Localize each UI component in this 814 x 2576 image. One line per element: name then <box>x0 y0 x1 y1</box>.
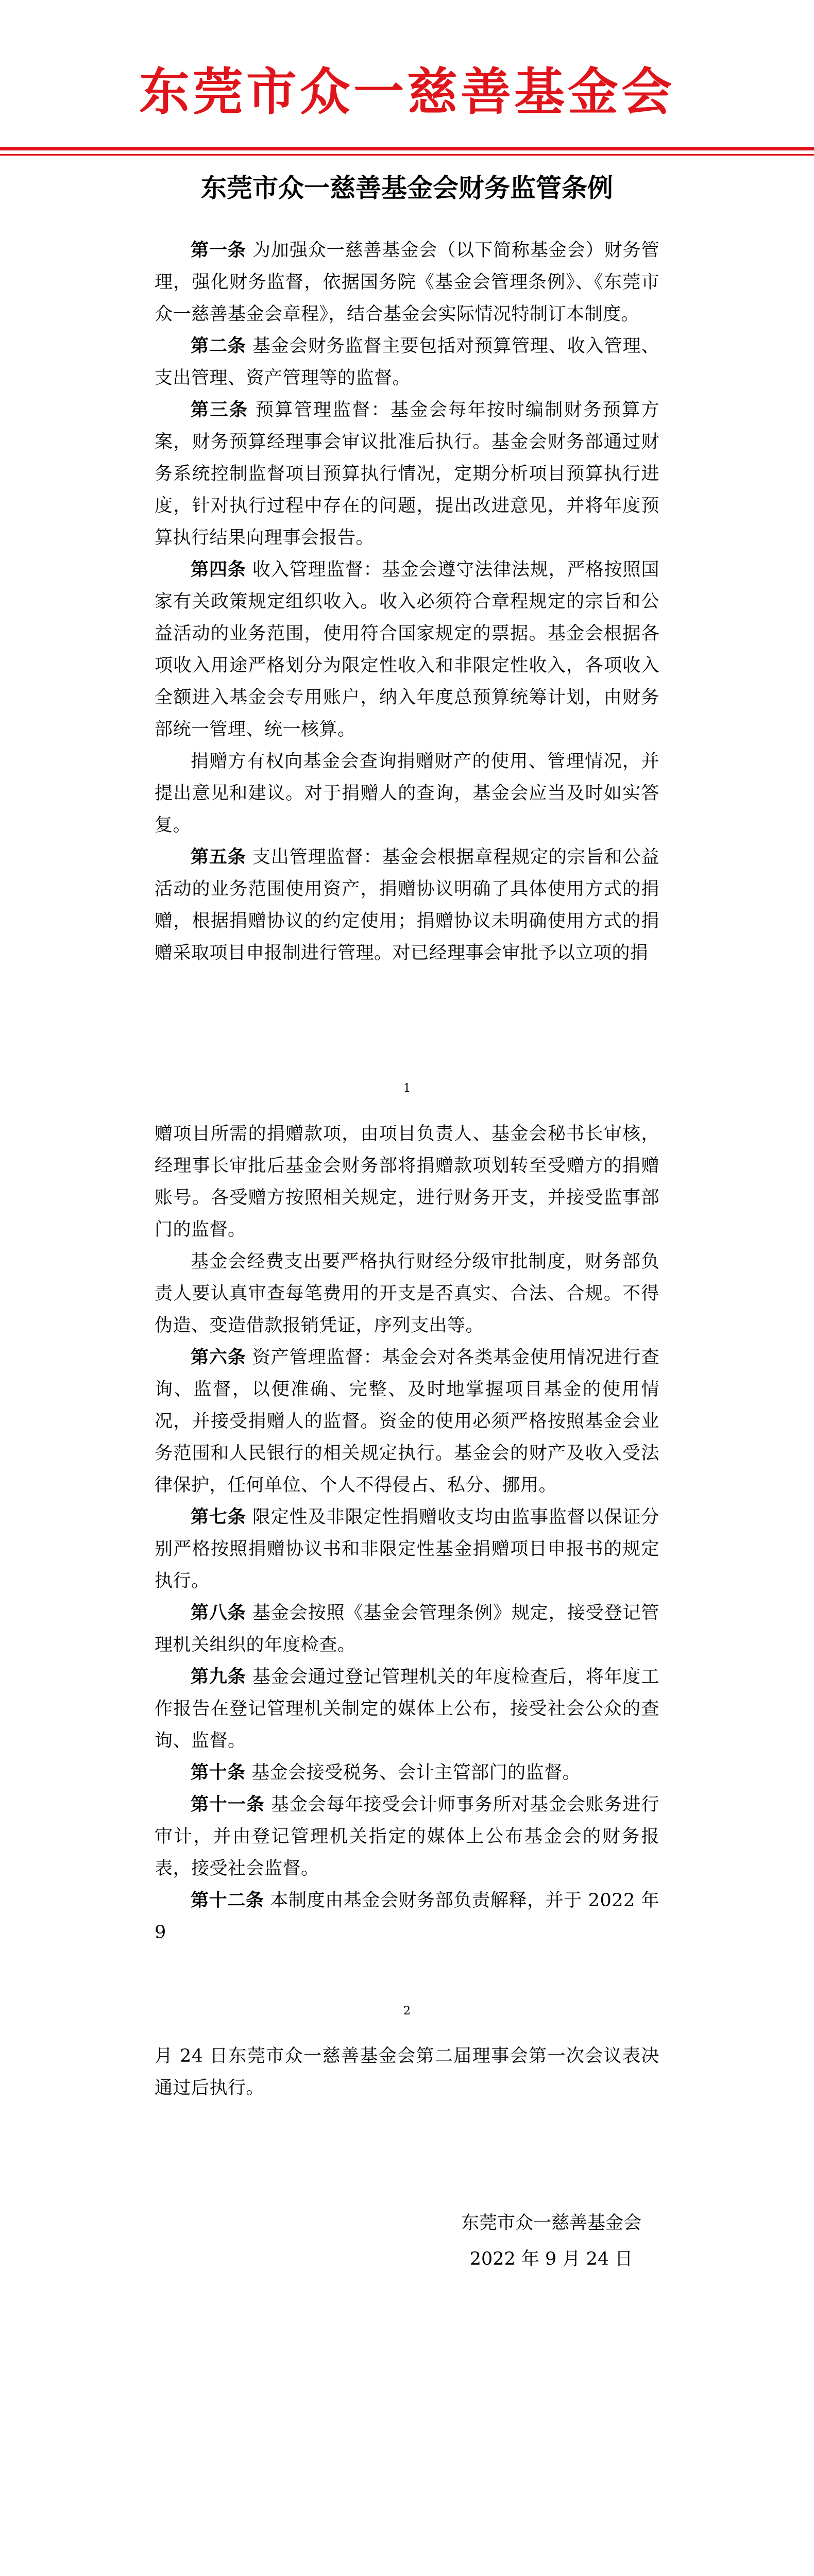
page-number-1: 1 <box>403 1082 411 1095</box>
page-number-2: 2 <box>403 2005 411 2018</box>
signature-org: 东莞市众一慈善基金会 <box>461 2213 641 2233</box>
article-5-cont: 赠项目所需的捐赠款项，由项目负责人、基金会秘书长审核，经理事长审批后基金会财务部将捐赠款项划转至受赠方的捐赠账号。各受赠方按照相关规定，进行财务开支，并接受监事部门的监督。 <box>155 1124 659 1240</box>
signature-date: 2022 年 9 月 24 日 <box>469 2249 633 2269</box>
signature-block <box>443 2205 659 2277</box>
article-8: 第八条 基金会按照《基金会管理条例》规定，接受登记管理机关组织的年度检查。 <box>155 1602 659 1655</box>
document-title: 东莞市众一慈善基金会财务监管条例 <box>201 173 613 203</box>
article-12-cont: 月 24 日东莞市众一慈善基金会第二届理事会第一次会议表决通过后执行。 <box>155 2046 659 2098</box>
article-12: 第十二条 本制度由基金会财务部负责解释，并于 2022 年 9 <box>155 1890 659 1943</box>
letterhead-rule-thick <box>0 147 814 150</box>
article-4: 第四条 收入管理监督：基金会遵守法律法规，严格按照国家有关政策规定组织收入。收入必须符合章程规定的宗旨和公益活动的业务范围，使用符合国家规定的票据。基金会根据各项收入用途严格划分为限定性收入和非限定性收入，各项收入全额进入基金会专用账户，纳入年度总预算统筹计划，由财务部统一管理、统一核算。 <box>155 559 659 740</box>
article-5-expense: 基金会经费支出要严格执行财经分级审批制度，财务部负责人要认真审查每笔费用的开支是否真实、合法、合规。不得伪造、变造借款报销凭证，序列支出等。 <box>155 1251 659 1336</box>
page-1-body <box>155 234 659 969</box>
article-9: 第九条 基金会通过登记管理机关的年度检查后，将年度工作报告在登记管理机关制定的媒体上公布，接受社会公众的查询、监督。 <box>155 1666 659 1751</box>
article-4-cont: 捐赠方有权向基金会查询捐赠财产的使用、管理情况，并提出意见和建议。对于捐赠人的查询，基金会应当及时如实答复。 <box>155 751 659 836</box>
article-3: 第三条 预算管理监督：基金会每年按时编制财务预算方案，财务预算经理事会审议批准后执行。基金会财务部通过财务系统控制监督项目预算执行情况，定期分析项目预算执行进度，针对执行过程中存在的问题，提出改进意见，并将年度预算执行结果向理事会报告。 <box>155 399 659 548</box>
letterhead-rule-thin <box>0 154 814 156</box>
article-6: 第六条 资产管理监督：基金会对各类基金使用情况进行查询、监督，以便准确、完整、及时地掌握项目基金的使用情况，并接受捐赠人的监督。资金的使用必须严格按照基金会业务范围和人民银行的相关规定执行。基金会的财产及收入受法律保护，任何单位、个人不得侵占、私分、挪用。 <box>155 1347 659 1496</box>
article-5: 第五条 支出管理监督：基金会根据章程规定的宗旨和公益活动的业务范围使用资产，捐赠协议明确了具体使用方式的捐赠，根据捐赠协议的约定使用；捐赠协议未明确使用方式的捐赠采取项目申报制进行管理。对已经理事会审批予以立项的捐 <box>155 846 659 963</box>
page-3-body <box>155 2040 659 2104</box>
article-11: 第十一条 基金会每年接受会计师事务所对基金会账务进行审计，并由登记管理机关指定的媒体上公布基金会的财务报表，接受社会监督。 <box>155 1794 659 1879</box>
article-7: 第七条 限定性及非限定性捐赠收支均由监事监督以保证分别严格按照捐赠协议书和非限定性基金捐赠项目申报书的规定执行。 <box>155 1506 659 1591</box>
article-10: 第十条 基金会接受税务、会计主管部门的监督。 <box>191 1762 581 1783</box>
article-1: 第一条 为加强众一慈善基金会（以下简称基金会）财务管理，强化财务监督，依据国务院《基金会管理条例》、《东莞市众一慈善基金会章程》，结合基金会实际情况特制订本制度。 <box>155 240 659 325</box>
article-2: 第二条 基金会财务监督主要包括对预算管理、收入管理、支出管理、资产管理等的监督。 <box>155 335 659 388</box>
page-2-body <box>155 1118 659 1948</box>
letterhead-title: 东莞市众一慈善基金会 <box>139 63 675 122</box>
